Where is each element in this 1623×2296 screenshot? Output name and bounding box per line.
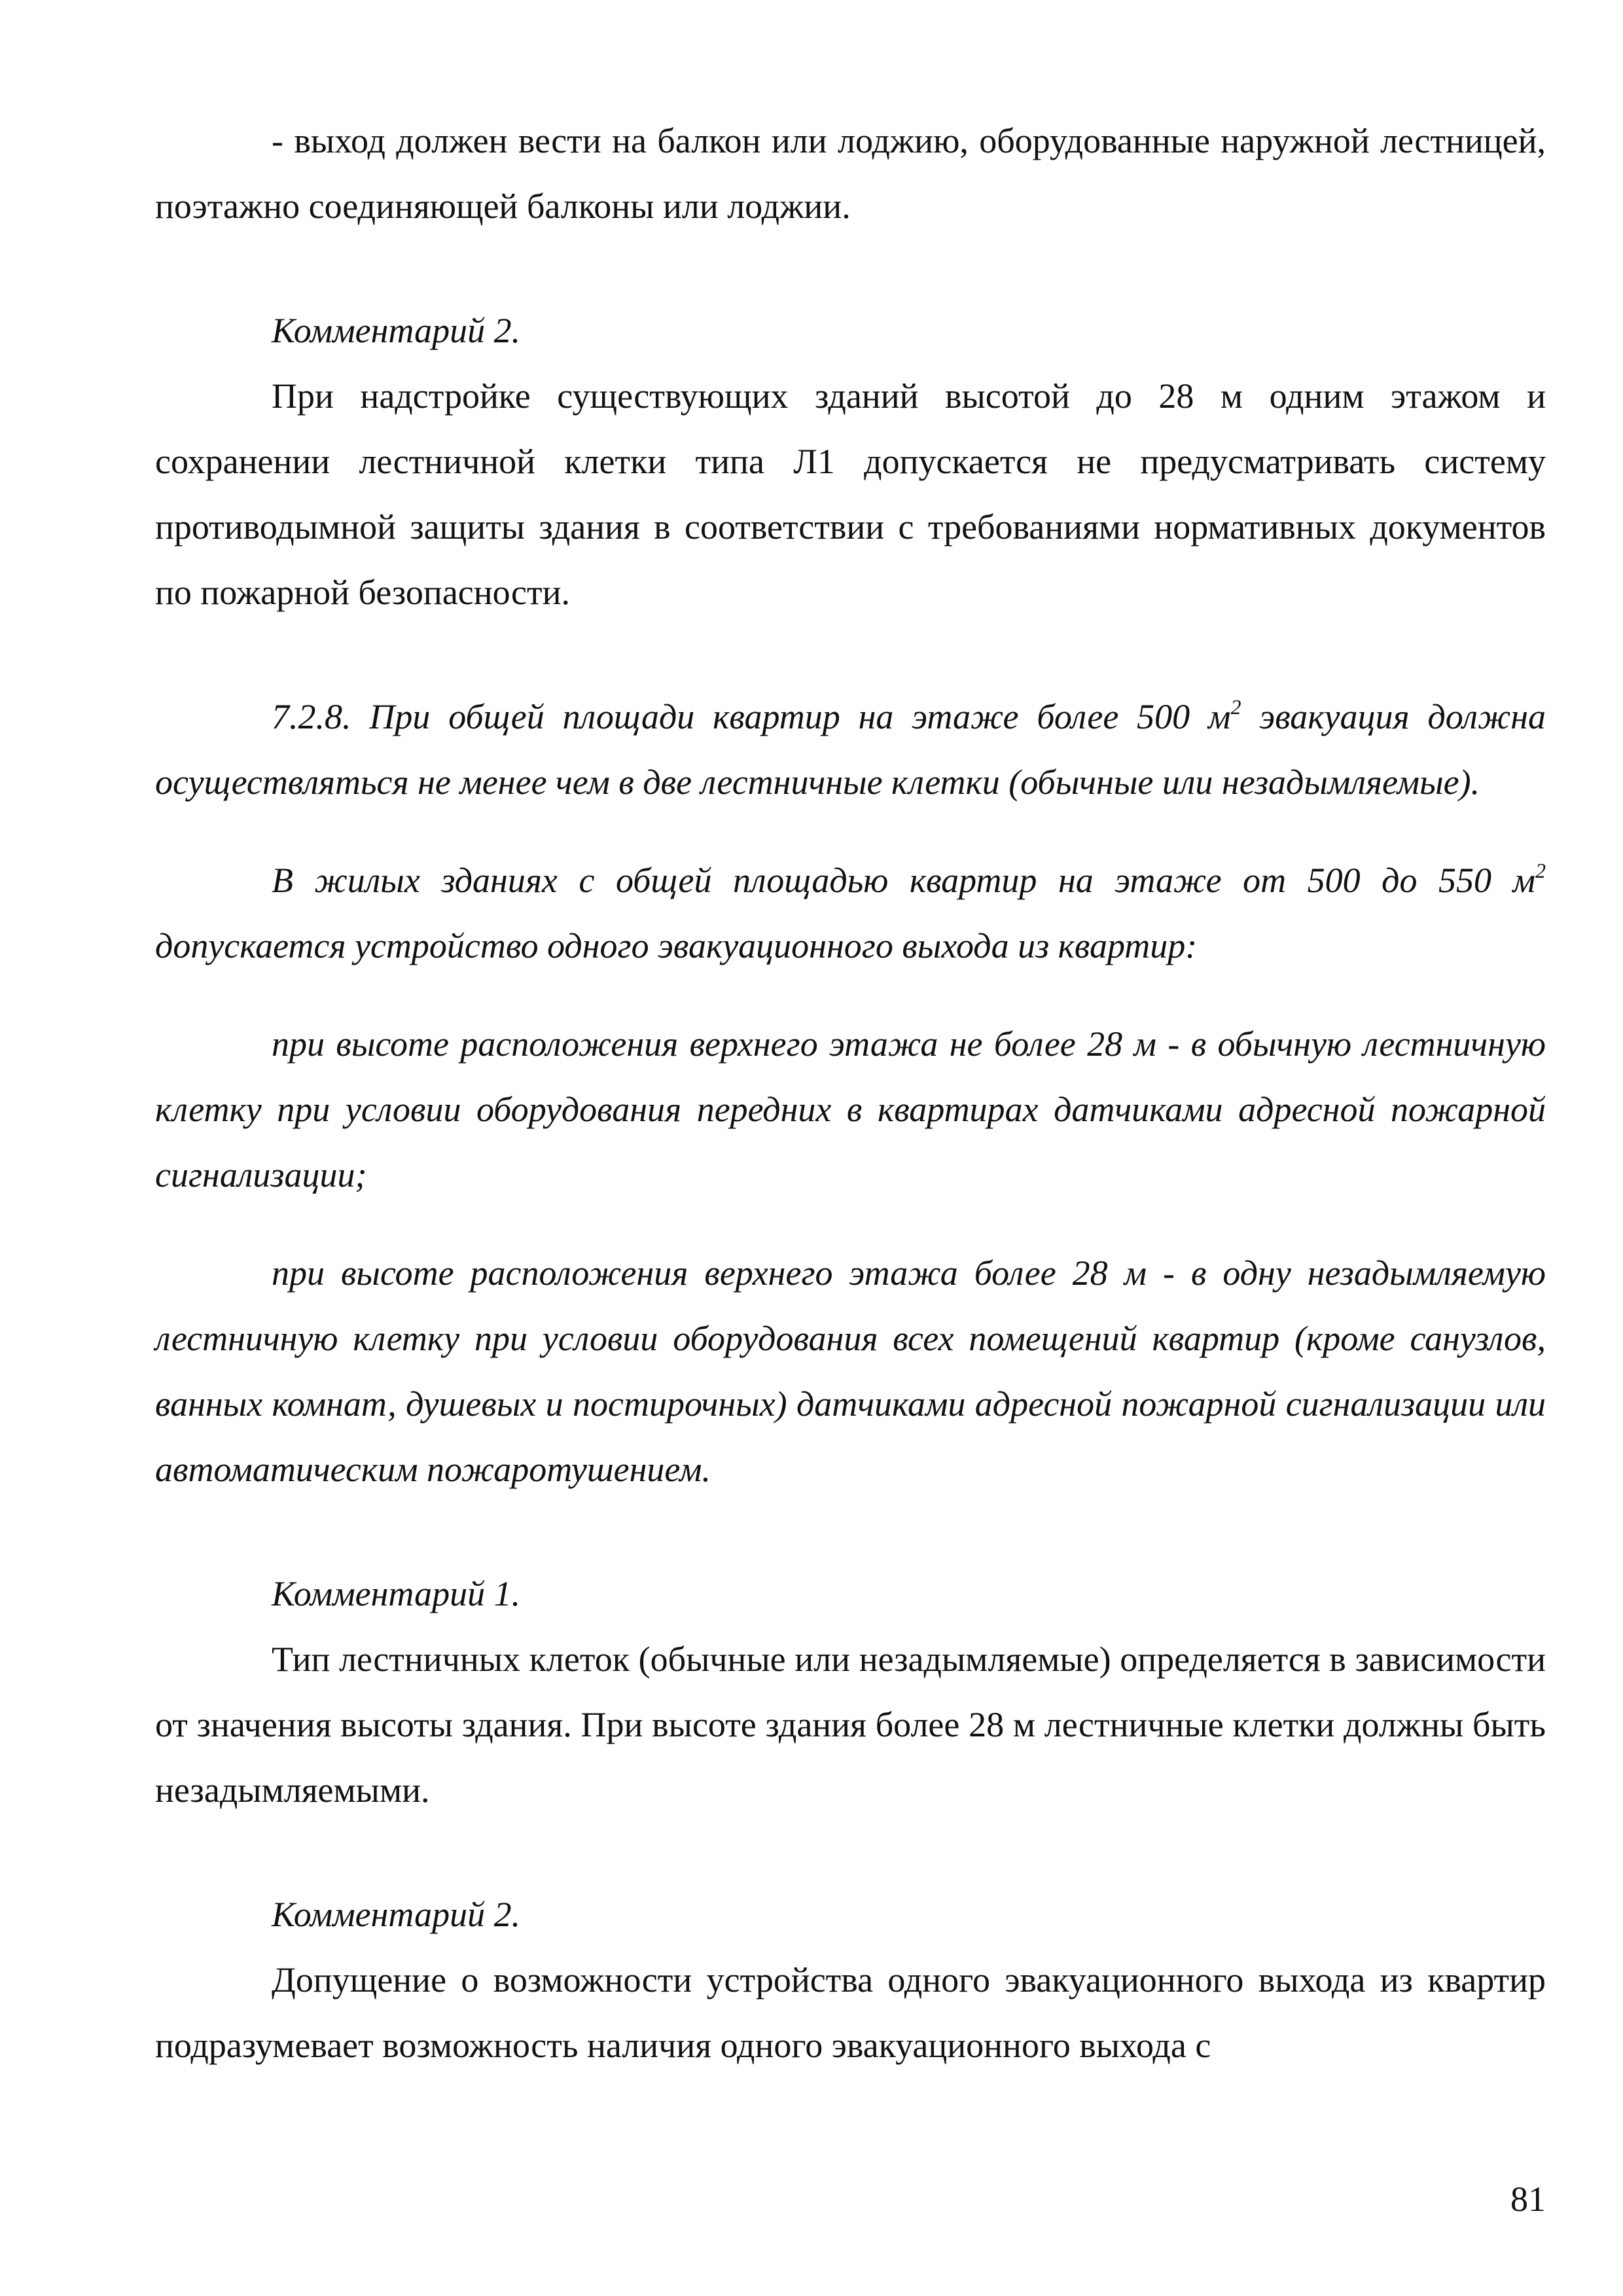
comment-1-title: Комментарий 1. xyxy=(272,1574,521,1613)
residential-buildings-paragraph xyxy=(155,848,1546,978)
case-height-up-to-28: при высоте расположения верхнего этажа не более 28 м - в обычную лестничную клетку при условии оборудования передних в квартирах датчиками адресной пожарной сигнализации; xyxy=(155,1024,1546,1194)
comment-2b-title: Комментарий 2. xyxy=(272,1895,521,1934)
superscript-2: 2 xyxy=(1230,695,1241,719)
comment-2-title: Комментарий 2. xyxy=(272,311,521,350)
comment-2b-text: Допущение о возможности устройства одного эвакуационного выхода из квартир подразумевает возможность наличия одного эвакуационного выхода с xyxy=(155,1960,1546,2065)
comment-1-text: Тип лестничных клеток (обычные или незадымляемые) определяется в зависимости от значения высоты здания. При высоте здания более 28 м лестничные клетки должны быть незадымляемыми. xyxy=(155,1640,1546,1810)
superscript-2: 2 xyxy=(1535,859,1546,882)
residential-text: В жилых зданиях с общей площадью квартир на этаже от 500 до 550 м xyxy=(272,861,1535,900)
page-number: 81 xyxy=(1510,2179,1546,2219)
case-height-over-28: при высоте расположения верхнего этажа более 28 м - в одну незадымляемую лестничную клетку при условии оборудования всех помещений квартир (кроме санузлов, ванных комнат, душевых и постирочных) датчиками адресной пожарной сигнализации или автоматическим пожаротушением. xyxy=(155,1253,1546,1489)
section-7-2-8-text-end: эвакуация должна осуществляться не менее чем в две лестничные клетки (обычные или незадымляемые). xyxy=(155,697,1546,802)
page-body xyxy=(155,108,1546,2078)
comment-2-text: При надстройке существующих зданий высотой до 28 м одним этажом и сохранении лестничной клетки типа Л1 допускается не предусматривать систему противодымной защиты здания в соответствии с требованиями нормативных документов по пожарной безопасности. xyxy=(155,376,1546,612)
section-7-2-8-text: 7.2.8. При общей площади квартир на этаже более 500 м xyxy=(272,697,1231,736)
section-7-2-8 xyxy=(155,684,1546,815)
residential-text-end: допускается устройство одного эвакуационного выхода из квартир: xyxy=(155,926,1198,965)
paragraph-exit-balcony: - выход должен вести на балкон или лоджию, оборудованные наружной лестницей, поэтажно соединяющей балконы или лоджии. xyxy=(155,121,1546,226)
